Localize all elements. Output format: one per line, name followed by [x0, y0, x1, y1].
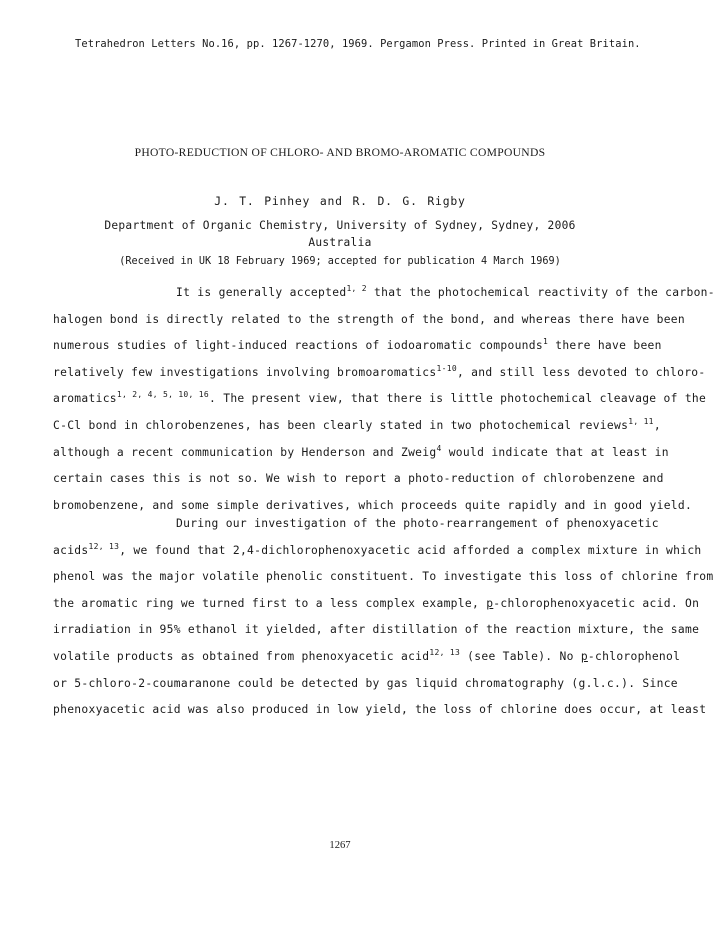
underlined-prefix: p — [486, 596, 494, 610]
article-authors: J. T. Pinhey and R. D. G. Rigby — [214, 194, 466, 208]
affiliation-department: Department of Organic Chemistry, University of Sydney, Sydney, 2006 — [104, 219, 576, 232]
text-line: C-Cl bond in chlorobenzenes, has been clearly stated in two photochemical reviews$^{1, 11}$, — [53, 416, 661, 432]
text-line: irradiation in 95% ethanol it yielded, after distillation of the reaction mixture, the same — [53, 623, 700, 637]
text-line: certain cases this is not so. We wish to report a photo-reduction of chlorobenzene and — [53, 472, 664, 486]
citation-superscript: 12, 13 — [88, 541, 120, 551]
text-line: or 5-chloro-2-coumaranone could be detected by gas liquid chromatography (g.l.c.). Since — [53, 676, 678, 690]
page-number: 1267 — [329, 840, 351, 851]
text-line: phenol was the major volatile phenolic constituent. To investigate this loss of chlorine from — [53, 570, 714, 584]
text-line: It is generally accepted$^{1, 2}$ that the photochemical reactivity of the carbon- — [176, 284, 715, 299]
text-line: relatively few investigations involving bromoaromatics$^{1-10}$, and still less devoted to chloro- — [53, 363, 706, 379]
citation-superscript: 4 — [436, 443, 442, 453]
text-line: halogen bond is directly related to the strength of the bond, and whereas there have been — [53, 312, 686, 326]
text-line: although a recent communication by Henderson and Zweig$^4$ would indicate that at least in — [53, 443, 669, 459]
text-line: bromobenzene, and some simple derivatives, which proceeds quite rapidly and in good yield. — [53, 498, 693, 512]
citation-superscript: 1 — [543, 337, 549, 347]
received-date-note: (Received in UK 18 February 1969; accepted for publication 4 March 1969) — [119, 256, 561, 267]
journal-citation-header: Tetrahedron Letters No.16, pp. 1267-1270, 1969. Pergamon Press. Printed in Great Britain. — [75, 38, 641, 50]
citation-superscript: 1, 2 — [346, 284, 367, 293]
text-line: aromatics$^{1, 2, 4, 5, 10, 16}$. The present view, that there is little photochemical cleavage of the — [53, 390, 707, 406]
affiliation-country: Australia — [308, 236, 372, 249]
citation-superscript: 12, 13 — [429, 647, 461, 657]
text-line: the aromatic ring we turned first to a less complex example, p-chlorophenoxyacetic acid. On — [53, 596, 700, 610]
paragraph-2 — [53, 511, 714, 724]
paragraph-1 — [53, 280, 715, 519]
text-line: acids$^{12, 13}$, we found that 2,4-dichlorophenoxyacetic acid afforded a complex mixture in which — [53, 541, 702, 557]
text-line: volatile products as obtained from phenoxyacetic acid$^{12, 13}$ (see Table). No p-chlorophenol — [53, 647, 681, 663]
text-line: phenoxyacetic acid was also produced in low yield, the loss of chlorine does occur, at least — [53, 703, 707, 717]
citation-superscript: 1, 2, 4, 5, 10, 16 — [116, 390, 210, 400]
citation-superscript: 1-10 — [436, 363, 457, 373]
article-title: PHOTO-REDUCTION OF CHLORO- AND BROMO-AROMATIC COMPOUNDS — [134, 146, 546, 159]
underlined-prefix: p — [580, 649, 588, 663]
citation-superscript: 1, 11 — [628, 416, 654, 426]
text-line: numerous studies of light-induced reactions of iodoaromatic compounds$^1$ there have been — [53, 337, 662, 353]
text-line: During our investigation of the photo-rearrangement of phenoxyacetic — [176, 517, 659, 530]
